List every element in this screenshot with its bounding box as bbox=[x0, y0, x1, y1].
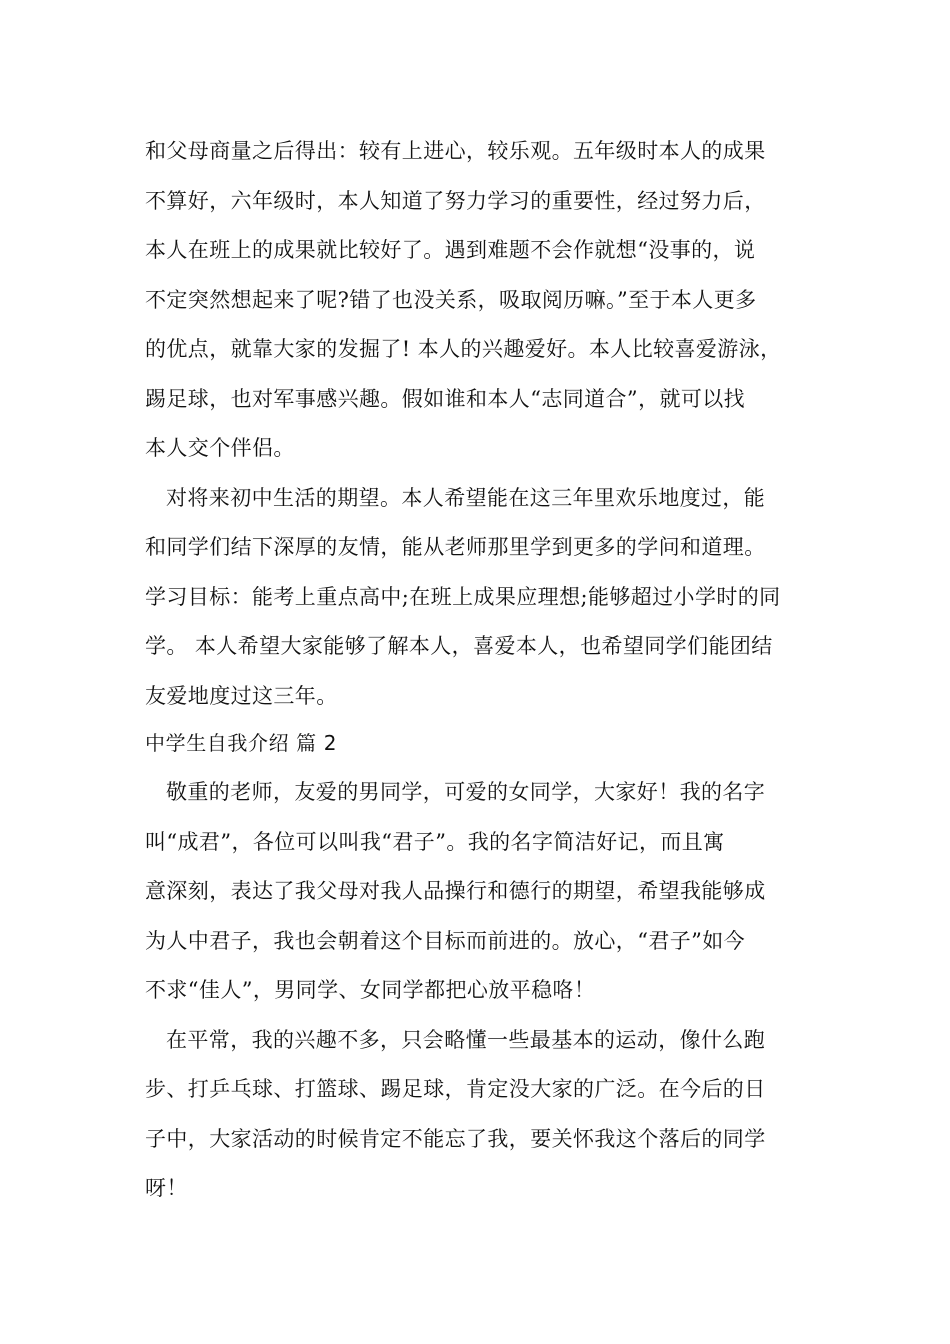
text-line: 不算好，六年级时，本人知道了努力学习的重要性，经过努力后， bbox=[145, 188, 766, 213]
document-body bbox=[145, 127, 805, 1214]
text-line: 叫“成君”，各位可以叫我“君子”。我的名字简洁好记，而且寓 bbox=[145, 829, 725, 854]
text-line: 和父母商量之后得出：较有上进心，较乐观。五年级时本人的成果 bbox=[145, 139, 766, 163]
text-line: 呀！ bbox=[145, 1176, 188, 1200]
text-line: 和同学们结下深厚的友情，能从老师那里学到更多的学问和道理。 bbox=[145, 535, 766, 559]
text-line: 的优点，就靠大家的发掘了! 本人的兴趣爱好。本人比较喜爱游泳， bbox=[145, 337, 782, 361]
text-line: 不定突然想起来了呢?错了也没关系，吸取阅历嘛。”至于本人更多 bbox=[145, 287, 757, 312]
text-line: 学。 本人希望大家能够了解本人，喜爱本人，也希望同学们能团结 bbox=[145, 634, 773, 658]
text-line: 本人交个伴侣。 bbox=[145, 436, 295, 460]
text-line: 学习目标：能考上重点高中;在班上成果应理想;能够超过小学时的同 bbox=[145, 584, 781, 609]
text-line: 在平常，我的兴趣不多，只会略懂一些最基本的运动，像什么跑 bbox=[166, 1027, 766, 1052]
text-line: 子中，大家活动的时候肯定不能忘了我，要关怀我这个落后的同学 bbox=[145, 1126, 766, 1151]
section-heading: 中学生自我介绍 篇 2 bbox=[145, 731, 338, 755]
text-line: 本人在班上的成果就比较好了。遇到难题不会作就想“没事的，说 bbox=[145, 238, 756, 262]
text-line: 为人中君子，我也会朝着这个目标而前进的。放心，“君子”如今 bbox=[145, 928, 746, 953]
paragraph-self-description bbox=[145, 127, 805, 474]
paragraph-hobbies bbox=[145, 1016, 805, 1214]
paragraph-expectations bbox=[145, 474, 805, 722]
text-line: 不求“佳人”，男同学、女同学都把心放平稳咯！ bbox=[145, 978, 596, 1002]
text-line: 意深刻，表达了我父母对我人品操行和德行的期望，希望我能够成 bbox=[145, 879, 766, 903]
paragraph-greeting bbox=[145, 768, 805, 1016]
text-line: 对将来初中生活的期望。本人希望能在这三年里欢乐地度过，能 bbox=[166, 485, 766, 510]
text-line: 步、打乒乓球、打篮球、踢足球，肯定没大家的广泛。在今后的日 bbox=[145, 1077, 766, 1101]
text-line: 敬重的老师，友爱的男同学，可爱的女同学，大家好！我的名字 bbox=[166, 780, 766, 804]
text-line: 踢足球，也对军事感兴趣。假如谁和本人“志同道合”，就可以找 bbox=[145, 386, 746, 411]
text-line: 友爱地度过这三年。 bbox=[145, 683, 338, 708]
